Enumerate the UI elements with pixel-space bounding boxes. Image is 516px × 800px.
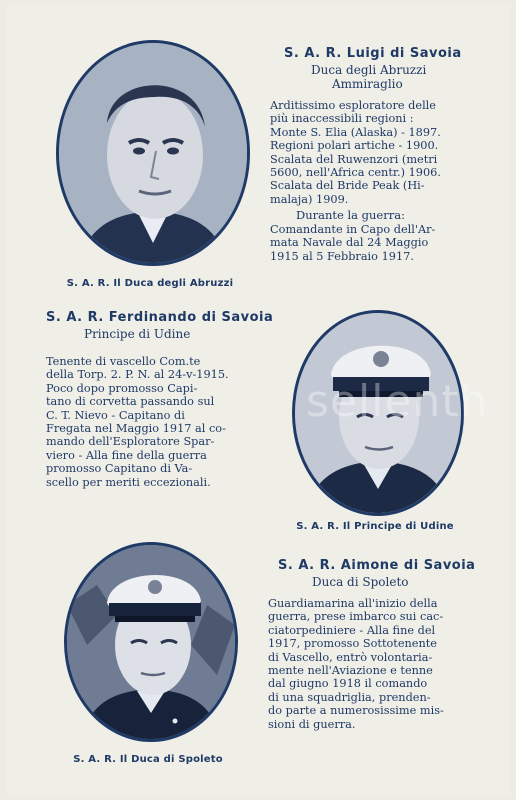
name-ferdinando-di-savoia: S. A. R. Ferdinando di Savoia <box>46 310 274 325</box>
bio-line: viero - Alla fine della guerra <box>46 448 207 462</box>
bio-line: di Vascello, entrò volontaria- <box>268 650 433 664</box>
bio-line: scello per meriti eccezionali. <box>46 475 211 489</box>
bio-line: Guardiamarina all'inizio della <box>268 597 438 610</box>
bio-line: tano di corvetta passando sul <box>46 395 215 409</box>
name-aimone-di-savoia: S. A. R. Aimone di Savoia <box>278 558 476 573</box>
title-ammiraglio: Ammiraglio <box>332 77 403 91</box>
watermark: sellenth <box>306 376 489 427</box>
bio-line: più inaccessibili regioni : <box>270 112 414 126</box>
bio-ferdinando-di-savoia <box>46 355 250 489</box>
caption-duca-spoleto: S. A. R. Il Duca di Spoleto <box>73 754 223 765</box>
bio-line: Fregata nel Maggio 1917 al co- <box>46 422 226 436</box>
bio-line: Comandante in Capo dell'Ar- <box>270 223 436 236</box>
bio-line: Arditissimo esploratore delle <box>270 99 436 112</box>
caption-duca-abruzzi: S. A. R. Il Duca degli Abruzzi <box>66 278 234 289</box>
title-duca-di-spoleto: Duca di Spoleto <box>312 575 409 589</box>
title-duca-abruzzi: Duca degli Abruzzi <box>311 63 427 77</box>
bio-line: Scalata del Bride Peak (Hi- <box>270 179 425 193</box>
man-portrait-illustration <box>59 43 247 263</box>
bio-line: mata Navale dal 24 Maggio <box>270 236 429 250</box>
bio-line: dal giugno 1918 il comando <box>268 677 428 691</box>
bio-line: Poco dopo promosso Capi- <box>46 381 198 395</box>
bio-line: di una squadriglia, prenden- <box>268 690 431 704</box>
bio-line: 1915 al 5 Febbraio 1917. <box>270 249 414 263</box>
bio-line: 5600, nell'Africa centr.) 1906. <box>270 166 441 180</box>
bio-line: Regioni polari artiche - 1900. <box>270 139 439 153</box>
bio-line: sioni di guerra. <box>268 717 356 731</box>
bio-line: Scalata del Ruwenzori (metri <box>270 152 438 166</box>
naval-cadet-illustration <box>67 545 235 739</box>
bio-line: 1917, promosso Sottotenente <box>268 637 437 651</box>
bio-line: do parte a numerosissime mis- <box>268 704 444 718</box>
bio-line: della Torp. 2. P. N. al 24-v-1915. <box>46 368 229 382</box>
war-heading: Durante la guerra: <box>296 208 405 222</box>
bio-line: malaja) 1909. <box>270 192 349 206</box>
bio-line: mente nell'Aviazione e tenne <box>268 664 433 678</box>
bio-line: promosso Capitano di Va- <box>46 462 193 476</box>
portrait-duca-spoleto <box>64 542 238 742</box>
postcard <box>6 4 510 796</box>
caption-principe-udine: S. A. R. Il Principe di Udine <box>296 521 454 532</box>
bio-line: guerra, prese imbarco sui cac- <box>268 610 444 624</box>
bio-line: Monte S. Elia (Alaska) - 1897. <box>270 125 441 139</box>
bio-line: C. T. Nievo - Capitano di <box>46 408 185 422</box>
title-principe-di-udine: Principe di Udine <box>84 327 191 341</box>
bio-line: ciatorpediniere - Alla fine del <box>268 623 436 637</box>
bio-line: mando dell'Esploratore Spar- <box>46 435 215 449</box>
bio-aimone-di-savoia <box>268 597 476 731</box>
war-service-luigi <box>270 223 476 263</box>
name-luigi-di-savoia: S. A. R. Luigi di Savoia <box>284 46 462 61</box>
bio-luigi-di-savoia <box>270 99 476 206</box>
bio-line: Tenente di vascello Com.te <box>46 355 201 368</box>
portrait-duca-abruzzi <box>56 40 250 266</box>
